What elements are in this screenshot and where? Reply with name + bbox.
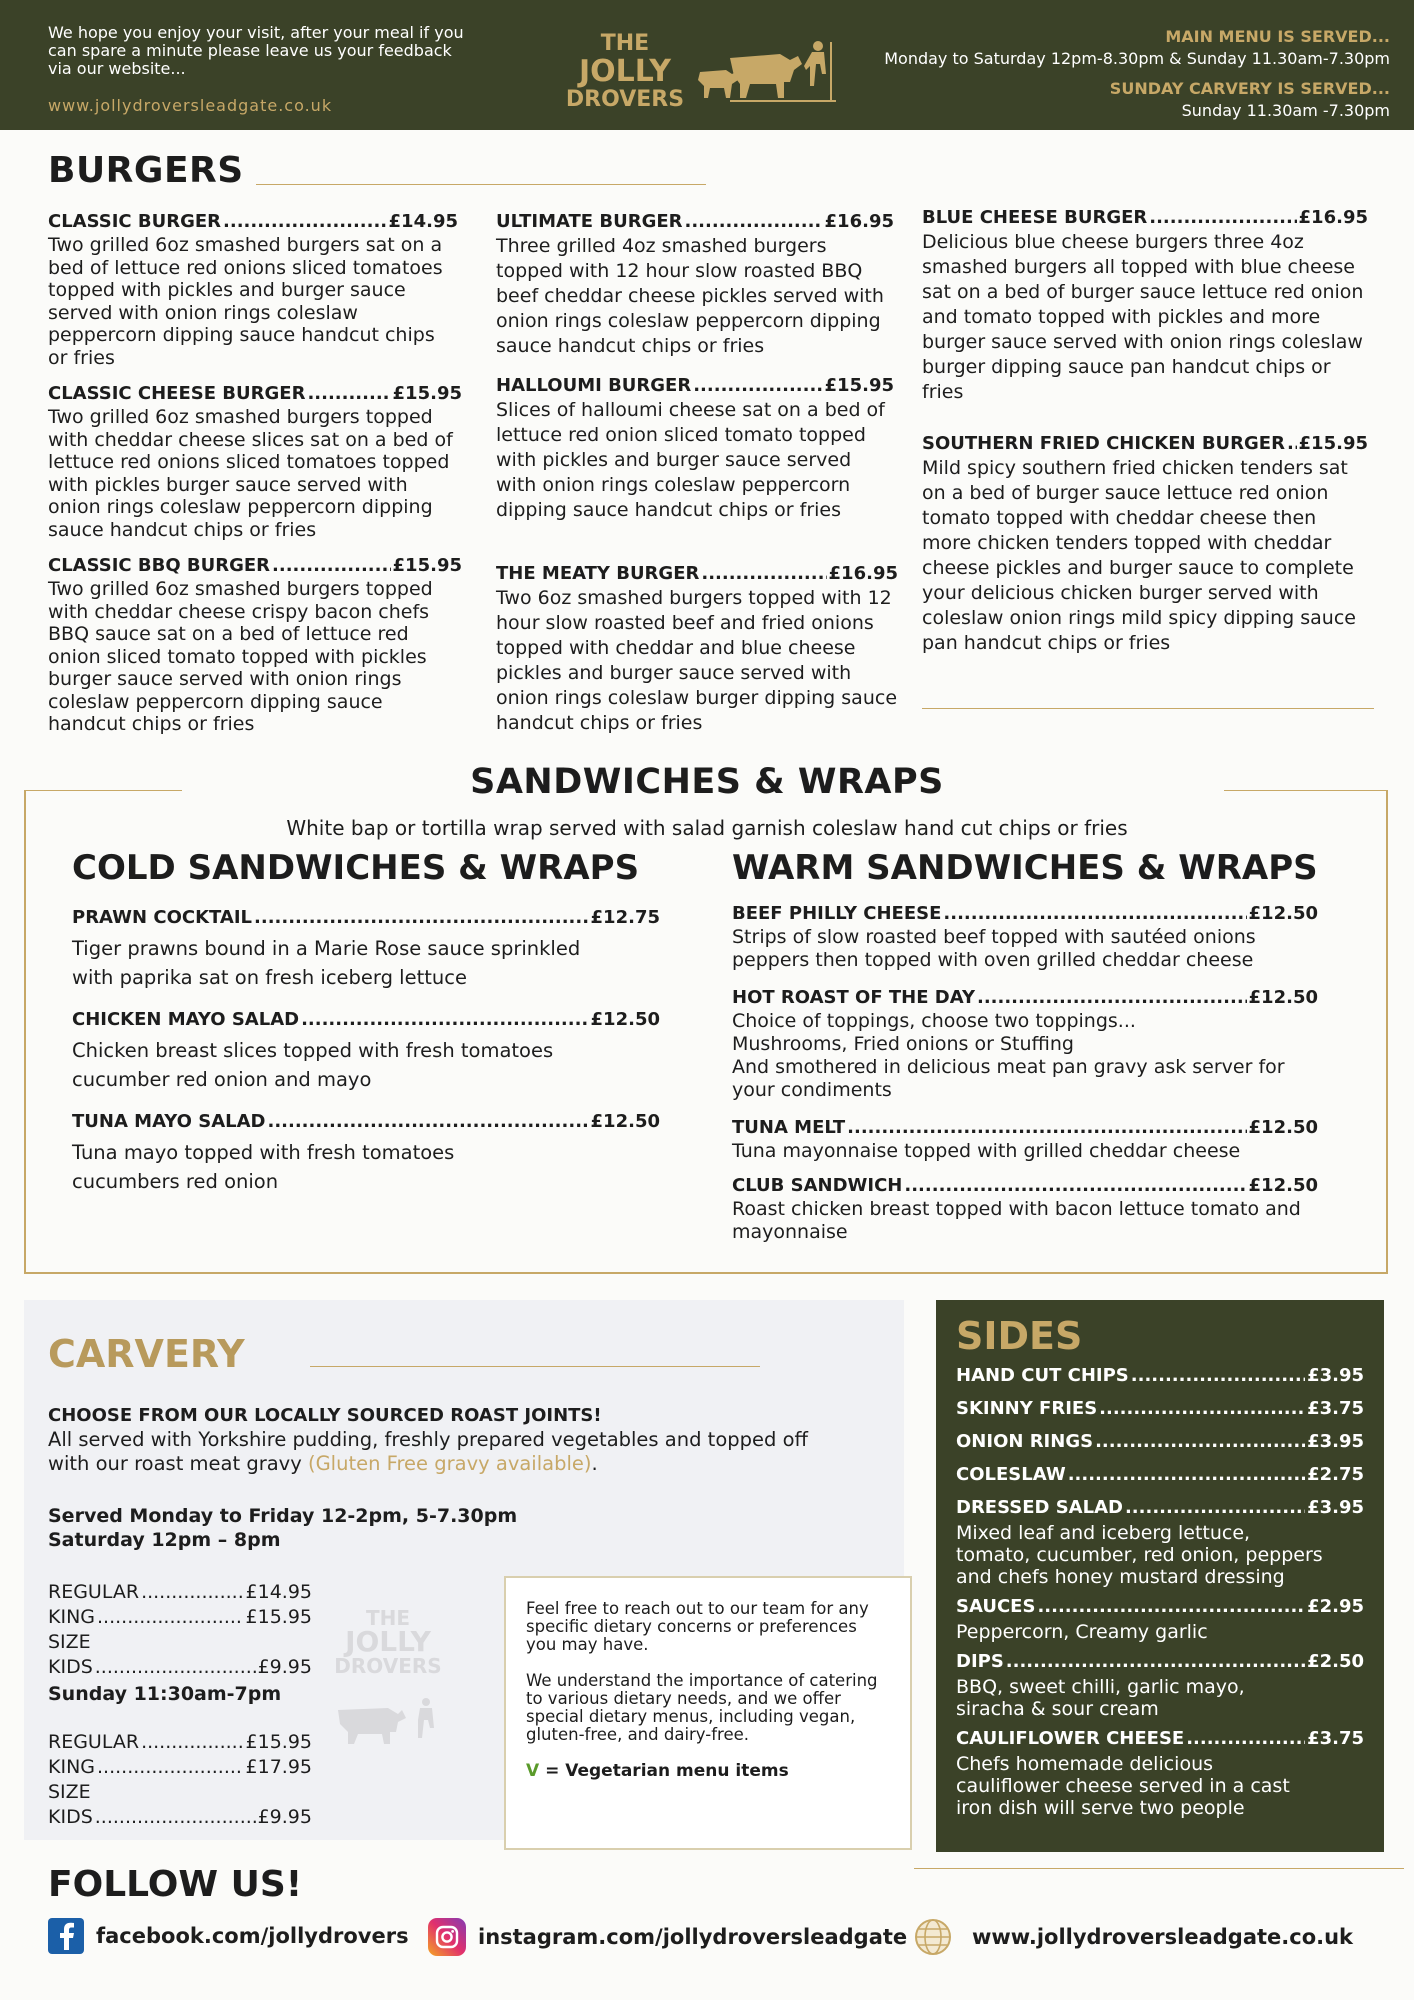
item-price: £14.95 [388, 211, 458, 232]
sides-title: SIDES [956, 1314, 1083, 1358]
main-menu-hours: Monday to Saturday 12pm-8.30pm & Sunday 11.30am-7.30pm [884, 49, 1390, 68]
item-description: Mild spicy southern fried chicken tenders sat on a bed of burger sauce lettuce red onion tomato topped with cheddar cheese then more chicken tenders topped with cheddar cheese pickles and burger sauce to complete your delicious chicken burger served with coleslaw onion rings mild spicy dipping sauce pan handcut chips or fries [922, 457, 1356, 654]
price-label: REGULAR [48, 1731, 140, 1753]
header-website-link[interactable]: www.jollydroversleadgate.co.uk [48, 96, 333, 115]
menu-item-classic-burger [48, 210, 458, 369]
watermark-logo [328, 1606, 448, 1753]
item-name: HALLOUMI BURGER [496, 375, 692, 396]
item-price: £12.50 [590, 1111, 660, 1132]
item-description: Peppercorn, Creamy garlic [956, 1621, 1208, 1643]
watermark-line-2: JOLLY [345, 1625, 431, 1658]
item-description: Tuna mayonnaise topped with grilled cheddar cheese [732, 1140, 1241, 1162]
item-price: £3.95 [1307, 1365, 1364, 1386]
item-price: £16.95 [828, 563, 898, 584]
watermark-line-3: DROVERS [334, 1654, 442, 1678]
item-price: £3.95 [1307, 1497, 1364, 1518]
item-description: Chicken breast slices topped with fresh tomatoes cucumber red onion and mayo [72, 1039, 554, 1091]
carvery-title: CARVERY [48, 1332, 245, 1376]
instagram-link[interactable] [428, 1918, 907, 1956]
item-price: £12.50 [1248, 903, 1318, 924]
side-item-skinny-fries [956, 1395, 1364, 1423]
item-description: Roast chicken breast topped with bacon lettuce tomato and mayonnaise [732, 1198, 1301, 1243]
carvery-weekday-prices [48, 1580, 312, 1680]
menu-item-blue-cheese-burger [922, 206, 1368, 405]
carvery-sunday-prices [48, 1730, 312, 1830]
price-label: KIDS [48, 1656, 93, 1678]
vegetarian-symbol: V [526, 1761, 540, 1781]
item-name: THE MEATY BURGER [496, 563, 700, 584]
logo-line-2: JOLLY [579, 54, 671, 89]
item-price: £12.50 [1248, 987, 1318, 1008]
watermark-cattle-icon [328, 1696, 448, 1746]
item-name: HAND CUT CHIPS [956, 1365, 1129, 1386]
item-price: £15.95 [392, 383, 462, 404]
price-label: KIDS [48, 1806, 93, 1828]
header-banner [0, 0, 1414, 130]
item-name: PRAWN COCKTAIL [72, 907, 253, 928]
item-price: £2.50 [1307, 1651, 1364, 1672]
price-row-regular [48, 1730, 312, 1755]
vegetarian-key-text: = Vegetarian menu items [545, 1761, 789, 1781]
menu-item-tuna-melt [732, 1116, 1318, 1163]
globe-icon [914, 1918, 952, 1956]
price-value: £9.95 [257, 1656, 312, 1678]
item-name: CHICKEN MAYO SALAD [72, 1009, 300, 1030]
vegetarian-key [526, 1762, 890, 1780]
item-name: DRESSED SALAD [956, 1497, 1123, 1518]
item-price: £16.95 [824, 211, 894, 232]
facebook-link[interactable] [48, 1918, 409, 1954]
item-description-options: Mushrooms, Fried onions or Stuffing [732, 1033, 1074, 1055]
side-item-dips [956, 1648, 1364, 1720]
weekday-hours-line-2: Saturday 12pm – 8pm [48, 1529, 281, 1551]
item-description: Two grilled 6oz smashed burgers topped with cheddar cheese crispy bacon chefs BBQ sauce sat on a bed of lettuce red onion sliced tomato topped with pickles burger sauce served with onion rings coleslaw peppercorn dipping sauce handcut chips or fries [48, 578, 433, 735]
menu-item-classic-cheese-burger [48, 382, 462, 541]
item-price: £12.50 [590, 1009, 660, 1030]
dietary-paragraph-2: We understand the importance of catering to various dietary needs, and we offer special dietary menus, including vegan, gluten-free, and dairy-free. [526, 1671, 878, 1744]
item-name: COLESLAW [956, 1464, 1066, 1485]
side-item-onion-rings [956, 1428, 1364, 1456]
frame-top-right [1224, 790, 1388, 791]
carvery-weekday-hours [48, 1504, 517, 1552]
price-row-king-size [48, 1755, 312, 1805]
item-description: Two grilled 6oz smashed burgers topped with cheddar cheese slices sat on a bed of lettuce red onions sliced tomatoes topped with pickles burger sauce served with onion rings coleslaw peppercorn dipping sauce handcut chips or fries [48, 406, 453, 541]
item-description-gravy: And smothered in delicious meat pan gravy ask server for your condiments [732, 1056, 1285, 1101]
burgers-bottom-divider [922, 708, 1374, 709]
price-row-kids [48, 1655, 312, 1680]
carvery-description: All served with Yorkshire pudding, freshly prepared vegetables and topped off with our roast meat gravy [48, 1428, 808, 1475]
website-link[interactable] [914, 1918, 1353, 1956]
menu-item-meaty-burger [496, 562, 898, 736]
header-intro: We hope you enjoy your visit, after your meal if you can spare a minute please leave us your feedback via our website... [48, 23, 464, 78]
menu-item-classic-bbq-burger [48, 554, 462, 736]
dietary-info-box [504, 1576, 912, 1850]
carvery-label: SUNDAY CARVERY IS SERVED... [1109, 79, 1390, 98]
item-description: Three grilled 4oz smashed burgers topped with 12 hour slow roasted BBQ beef cheddar cheese pickles served with onion rings coleslaw peppercorn dipping sauce handcut chips or fries [496, 235, 884, 357]
item-name: SOUTHERN FRIED CHICKEN BURGER [922, 433, 1285, 454]
item-price: £16.95 [1298, 207, 1368, 228]
sandwiches-subtitle: White bap or tortilla wrap served with salad garnish coleslaw hand cut chips or fries [286, 816, 1128, 840]
menu-item-beef-philly-cheese [732, 902, 1318, 972]
item-description: Slices of halloumi cheese sat on a bed of lettuce red onion sliced tomato topped with pickles and burger sauce served with onion rings coleslaw peppercorn dipping sauce handcut chips or fries [496, 399, 885, 521]
item-name: SAUCES [956, 1596, 1036, 1617]
item-name: TUNA MELT [732, 1117, 846, 1138]
price-label: KING SIZE [48, 1756, 95, 1803]
follow-title: FOLLOW US! [48, 1864, 303, 1905]
carvery-hours: Sunday 11.30am -7.30pm [1181, 101, 1390, 120]
side-item-dressed-salad [956, 1494, 1364, 1588]
item-price: £12.50 [1248, 1175, 1318, 1196]
item-price: £12.75 [590, 907, 660, 928]
item-price: £3.75 [1307, 1398, 1364, 1419]
dietary-paragraph-1: Feel free to reach out to our team for any specific dietary concerns or preferences you may have. [526, 1599, 869, 1654]
menu-item-tuna-mayo-salad [72, 1110, 660, 1196]
menu-item-ultimate-burger [496, 210, 894, 359]
item-price: £15.95 [824, 375, 894, 396]
facebook-url: facebook.com/jollydrovers [96, 1924, 409, 1948]
item-name: BEEF PHILLY CHEESE [732, 903, 942, 924]
menu-item-halloumi-burger [496, 374, 894, 523]
burgers-title: BURGERS [48, 150, 244, 191]
price-label: REGULAR [48, 1581, 140, 1603]
item-description: Tiger prawns bound in a Marie Rose sauce sprinkled with paprika sat on fresh iceberg lettuce [72, 937, 581, 989]
item-description: Strips of slow roasted beef topped with sautéed onions peppers then topped with oven grilled cheddar cheese [732, 926, 1256, 971]
side-item-cauliflower-cheese [956, 1725, 1364, 1819]
instagram-url: instagram.com/jollydroversleadgate [478, 1925, 908, 1949]
menu-item-hot-roast-of-the-day [732, 986, 1318, 1102]
logo [560, 30, 690, 114]
side-item-coleslaw [956, 1461, 1364, 1489]
logo-line-3: DROVERS [565, 87, 685, 112]
item-price: £15.95 [392, 555, 462, 576]
facebook-icon [48, 1918, 84, 1954]
item-price: £3.75 [1307, 1728, 1364, 1749]
item-name: SKINNY FRIES [956, 1398, 1098, 1419]
carvery-sunday-title: Sunday 11:30am-7pm [48, 1683, 282, 1705]
price-row-regular [48, 1580, 312, 1605]
watermark-line-1: THE [365, 1606, 411, 1630]
item-description: Chefs homemade delicious cauliflower cheese served in a cast iron dish will serve two people [956, 1753, 1290, 1819]
price-value: £17.95 [245, 1756, 312, 1778]
item-name: CLASSIC BBQ BURGER [48, 555, 271, 576]
price-value: £15.95 [245, 1606, 312, 1628]
instagram-icon [428, 1918, 466, 1956]
menu-item-southern-fried-chicken-burger [922, 432, 1368, 656]
item-description: Tuna mayo topped with fresh tomatoes cucumbers red onion [72, 1141, 455, 1193]
frame-top-left [24, 790, 182, 791]
item-price: £12.50 [1248, 1117, 1318, 1138]
price-label: KING SIZE [48, 1606, 95, 1653]
weekday-hours-line-1: Served Monday to Friday 12-2pm, 5-7.30pm [48, 1505, 518, 1527]
item-price: £2.75 [1307, 1464, 1364, 1485]
price-row-king-size [48, 1605, 312, 1655]
menu-item-chicken-mayo-salad [72, 1008, 660, 1094]
item-name: BLUE CHEESE BURGER [922, 207, 1148, 228]
item-name: DIPS [956, 1651, 1004, 1672]
item-name: CLASSIC BURGER [48, 211, 222, 232]
item-description: Delicious blue cheese burgers three 4oz smashed burgers all topped with blue cheese sat on a bed of burger sauce lettuce red onion and tomato topped with pickles and more burger sauce served with onion rings coleslaw burger dipping sauce pan handcut chips or fries [922, 231, 1364, 403]
main-menu-label: MAIN MENU IS SERVED... [1165, 27, 1390, 46]
logo-line-1: THE [600, 31, 650, 56]
website-url: www.jollydroversleadgate.co.uk [972, 1925, 1354, 1949]
price-value: £15.95 [245, 1731, 312, 1753]
item-name: CLUB SANDWICH [732, 1175, 903, 1196]
gluten-free-note: (Gluten Free gravy available) [307, 1452, 592, 1475]
price-value: £14.95 [245, 1581, 312, 1603]
opening-hours [884, 26, 1390, 122]
menu-item-prawn-cocktail [72, 906, 660, 992]
sides-panel [936, 1300, 1384, 1852]
carvery-heading: CHOOSE FROM OUR LOCALLY SOURCED ROAST JOINTS! [48, 1405, 602, 1426]
item-name: HOT ROAST OF THE DAY [732, 987, 975, 1008]
price-value: £9.95 [257, 1806, 312, 1828]
menu-item-club-sandwich [732, 1174, 1318, 1244]
item-name: ONION RINGS [956, 1431, 1094, 1452]
item-price: £15.95 [1298, 433, 1368, 454]
carvery-divider [310, 1366, 760, 1367]
sandwiches-title: SANDWICHES & WRAPS [470, 762, 944, 802]
warm-sandwiches-title: WARM SANDWICHES & WRAPS [732, 848, 1318, 888]
follow-divider [914, 1868, 1404, 1869]
item-description: BBQ, sweet chilli, garlic mayo, siracha & sour cream [956, 1676, 1245, 1720]
carvery-intro: CHOOSE FROM OUR LOCALLY SOURCED ROAST JOINTS! All served with Yorkshire pudding, freshly prepared vegetables and topped off with our roast meat gravy (Gluten Free gravy available). [48, 1404, 848, 1476]
item-name: ULTIMATE BURGER [496, 211, 683, 232]
drover-cattle-icon [690, 36, 840, 112]
item-name: CAULIFLOWER CHEESE [956, 1728, 1185, 1749]
cold-sandwiches-title: COLD SANDWICHES & WRAPS [72, 848, 640, 888]
item-price: £3.95 [1307, 1431, 1364, 1452]
item-price: £2.95 [1307, 1596, 1364, 1617]
side-item-sauces [956, 1593, 1364, 1643]
item-description: Two grilled 6oz smashed burgers sat on a bed of lettuce red onions sliced tomatoes topped with pickles and burger sauce served with onion rings coleslaw peppercorn dipping sauce handcut chips or fries [48, 234, 443, 369]
side-item-hand-cut-chips [956, 1362, 1364, 1390]
item-description: Two 6oz smashed burgers topped with 12 hour slow roasted beef and fried onions topped with cheddar and blue cheese pickles and burger sauce served with onion rings coleslaw burger dipping sauce handcut chips or fries [496, 587, 898, 734]
item-description: Mixed leaf and iceberg lettuce, tomato, cucumber, red onion, peppers and chefs honey mustard dressing [956, 1522, 1323, 1588]
item-name: CLASSIC CHEESE BURGER [48, 383, 306, 404]
item-name: TUNA MAYO SALAD [72, 1111, 266, 1132]
burgers-divider [256, 184, 706, 185]
price-row-kids [48, 1805, 312, 1830]
item-description-toppings: Choice of toppings, choose two toppings... [732, 1010, 1136, 1032]
